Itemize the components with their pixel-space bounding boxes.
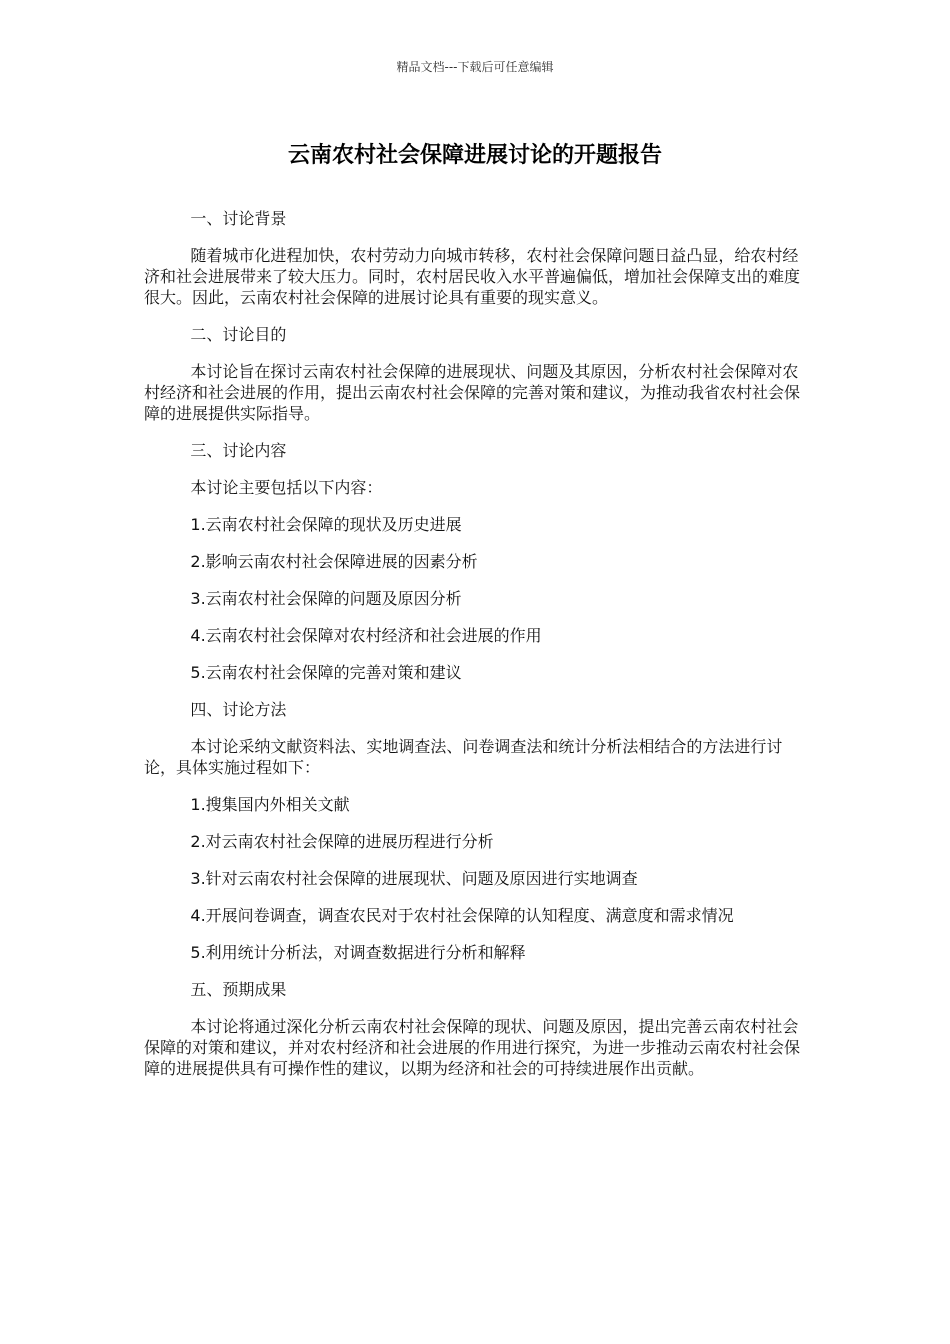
paragraph: 本讨论采纳文献资料法、实地调查法、问卷调查法和统计分析法相结合的方法进行讨论，具体实施过程如下： (144, 737, 783, 777)
list-item: 3.针对云南农村社会保障的进展现状、问题及原因进行实地调查 (190, 869, 638, 888)
section-heading: 三、讨论内容 (190, 441, 287, 460)
paragraph: 随着城市化进程加快，农村劳动力向城市转移，农村社会保障问题日益凸显，给农村经济和社会进展带来了较大压力。同时，农村居民收入水平普遍偏低，增加社会保障支出的难度很大。因此，云南农村社会保障的进展讨论具有重要的现实意义。 (144, 246, 801, 307)
section-heading: 五、预期成果 (190, 980, 287, 999)
list-item: 3.云南农村社会保障的问题及原因分析 (190, 589, 462, 608)
list-item: 2.影响云南农村社会保障进展的因素分析 (190, 552, 478, 571)
page-header: 精品文档---下载后可任意编辑 (396, 60, 554, 74)
list-item: 4.云南农村社会保障对农村经济和社会进展的作用 (190, 626, 542, 645)
paragraph: 本讨论旨在探讨云南农村社会保障的进展现状、问题及其原因，分析农村社会保障对农村经济和社会进展的作用，提出云南农村社会保障的完善对策和建议，为推动我省农村社会保障的进展提供实际指导。 (144, 362, 801, 423)
list-item: 4.开展问卷调查，调查农民对于农村社会保障的认知程度、满意度和需求情况 (190, 906, 734, 925)
document-title: 云南农村社会保障进展讨论的开题报告 (287, 143, 662, 168)
document-body (144, 208, 806, 1095)
list-item: 5.利用统计分析法，对调查数据进行分析和解释 (190, 943, 526, 962)
list-item: 2.对云南农村社会保障的进展历程进行分析 (190, 832, 494, 851)
paragraph: 本讨论主要包括以下内容： (190, 478, 383, 497)
list-item: 1.搜集国内外相关文献 (190, 795, 350, 814)
section-heading: 一、讨论背景 (190, 209, 287, 228)
paragraph: 本讨论将通过深化分析云南农村社会保障的现状、问题及原因，提出完善云南农村社会保障的对策和建议，并对农村经济和社会进展的作用进行探究，为进一步推动云南农村社会保障的进展提供具有可操作性的建议，以期为经济和社会的可持续进展作出贡献。 (144, 1017, 801, 1078)
section-heading: 四、讨论方法 (190, 700, 287, 719)
list-item: 5.云南农村社会保障的完善对策和建议 (190, 663, 462, 682)
section-heading: 二、讨论目的 (190, 325, 287, 344)
list-item: 1.云南农村社会保障的现状及历史进展 (190, 515, 462, 534)
